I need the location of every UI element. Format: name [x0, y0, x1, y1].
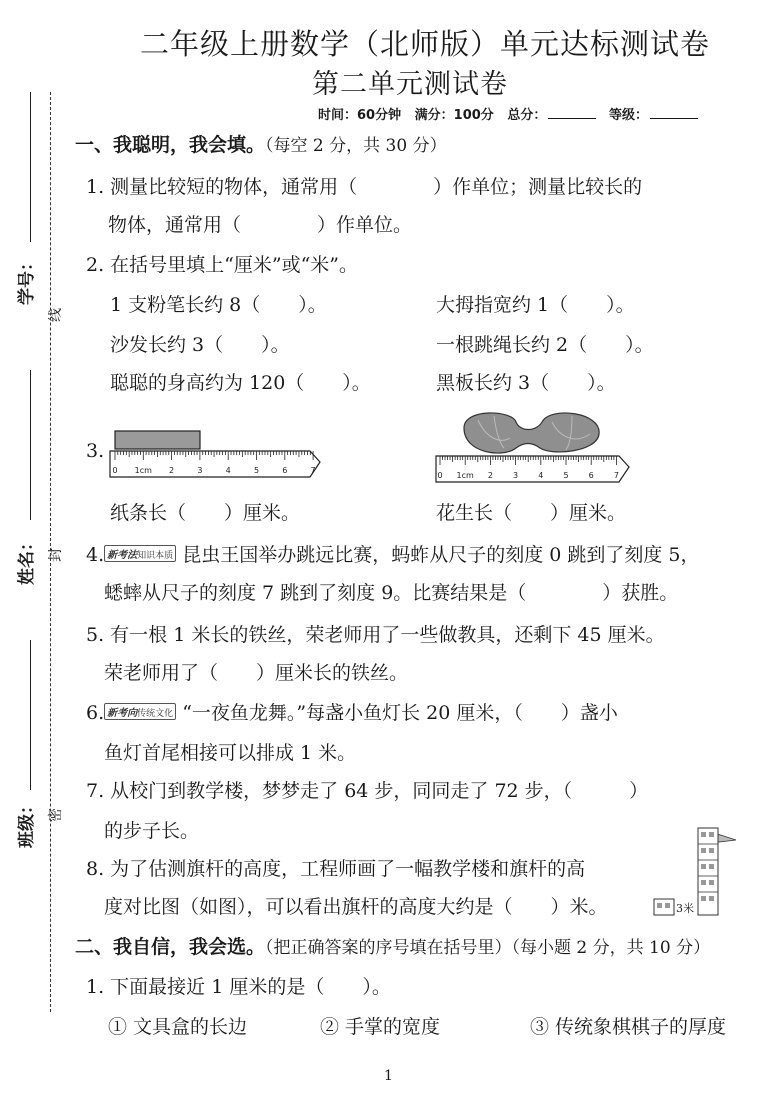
q2-item-a: 1 支粉笔长约 8（ ）。 [110, 294, 327, 316]
banji-line[interactable] [30, 640, 31, 790]
peanut-shape [464, 413, 599, 453]
q6-line1 [86, 698, 618, 725]
xingming-label: 姓名： [17, 534, 37, 585]
q4-number: 4. [86, 544, 105, 566]
section-2-heading [75, 932, 710, 959]
q8-line2: 度对比图（如图），可以看出旗杆的高度大约是（ ）米。 [104, 896, 608, 918]
s2q1-option-3: ③ 传统象棋棋子的厚度 [530, 1016, 727, 1038]
ruler-label: 7 [613, 471, 619, 480]
ruler-label: 5 [253, 466, 260, 475]
q2-item-b: 大拇指宽约 1（ ）。 [436, 294, 635, 316]
ruler-label: 5 [563, 471, 569, 480]
xuehao-label: 学号： [17, 254, 37, 305]
mi-label: 密 [48, 808, 64, 822]
ruler-label: 6 [588, 471, 594, 480]
grade-blank[interactable] [650, 106, 698, 119]
ruler-label: 2 [487, 471, 493, 480]
q4-line1 [86, 540, 700, 567]
q1-line1: 1. 测量比较短的物体，通常用（ ）作单位；测量比较长的 [86, 176, 643, 198]
q2-item-e: 聪聪的身高约为 120（ ）。 [110, 372, 371, 394]
q3-paper-question: 纸条长（ ）厘米。 [110, 502, 301, 524]
q3-peanut-ruler-figure [434, 408, 634, 488]
meta-grade: 等级： [608, 108, 648, 123]
q4-badge: 新考法知识本质 [104, 545, 176, 562]
q5-line2: 荣老师用了（ ）厘米长的铁丝。 [104, 662, 409, 684]
q3-paper-ruler-figure [108, 425, 323, 485]
q8-line1: 8. 为了估测旗杆的高度，工程师画了一幅教学楼和旗杆的高 [86, 858, 586, 880]
exam-meta [318, 104, 706, 123]
feng-label: 封 [48, 548, 64, 562]
q7-line1: 7. 从校门到教学楼，梦梦走了 64 步，同同走了 72 步，（ ） [86, 780, 649, 802]
s2q1-option-2: ② 手掌的宽度 [320, 1016, 441, 1038]
ruler-label: 4 [225, 466, 231, 475]
page-title: 二年级上册数学（北师版）单元达标测试卷 [140, 27, 711, 61]
three-meter-label: 3米 [676, 902, 694, 915]
ruler-label: 3 [513, 471, 519, 480]
section-1-title: 一、我聪明，我会填。 [75, 134, 266, 156]
q3-number: 3. [86, 440, 105, 462]
s2q1-option-1: ① 文具盒的长边 [108, 1016, 248, 1038]
q7-line2: 的步子长。 [104, 820, 200, 842]
q5-line1: 5. 有一根 1 米长的铁丝，荣老师用了一些做教具，还剩下 45 厘米。 [86, 624, 665, 646]
s2q1-stem: 1. 下面最接近 1 厘米的是（ ）。 [86, 976, 391, 998]
section-2-note: （把正确答案的序号填在括号里）（每小题 2 分，共 10 分） [265, 938, 711, 958]
banji-label: 班级： [17, 797, 37, 848]
ruler-label: 6 [282, 466, 288, 475]
q6-badge: 新考向传统文化 [104, 703, 176, 720]
q2-item-f: 黑板长约 3（ ）。 [436, 372, 616, 394]
xingming-line[interactable] [30, 370, 31, 520]
q8-building-flagpole-figure [652, 826, 748, 918]
ruler-label: 4 [538, 471, 544, 480]
q6-number: 6. [86, 702, 105, 724]
paper-strip [115, 431, 200, 449]
q6-line2: 鱼灯首尾相接可以排成 1 米。 [104, 742, 357, 764]
q2-item-c: 沙发长约 3（ ）。 [110, 334, 290, 356]
ruler-label: 1cm [134, 466, 152, 475]
ruler-label: 0 [437, 471, 443, 480]
ruler-label: 1cm [456, 471, 474, 480]
page-number: 1 [384, 1068, 393, 1084]
xian-label: 线 [48, 308, 64, 322]
section-2-title: 二、我自信，我会选。 [75, 936, 266, 958]
meta-time: 时间：60分钟 [318, 108, 402, 123]
xuehao-line[interactable] [30, 92, 31, 242]
section-1-note: （每空 2 分，共 30 分） [265, 136, 447, 156]
q3-peanut-question: 花生长（ ）厘米。 [436, 502, 627, 524]
binding-dashed-line [50, 92, 51, 1012]
ruler-label: 2 [169, 466, 175, 475]
q2-item-d: 一根跳绳长约 2（ ）。 [436, 334, 654, 356]
ruler-label: 3 [197, 466, 203, 475]
section-1-heading [75, 130, 447, 157]
q4-line2: 蟋蟀从尺子的刻度 7 跳到了刻度 9。比赛结果是（ ）获胜。 [104, 582, 679, 604]
q4-text-1: 昆虫王国举办跳远比赛，蚂蚱从尺子的刻度 0 跳到了刻度 5， [182, 544, 700, 566]
q2-stem: 2. 在括号里填上“厘米”或“米”。 [86, 254, 359, 276]
ruler-label: 0 [112, 466, 118, 475]
ruler-label: 7 [310, 466, 316, 475]
total-blank[interactable] [548, 106, 596, 119]
page-subtitle: 第二单元测试卷 [312, 69, 508, 100]
meta-total: 总分： [507, 108, 547, 123]
q1-line2: 物体，通常用（ ）作单位。 [108, 214, 413, 236]
q6-text-1: “一夜鱼龙舞。”每盏小鱼灯长 20 厘米，（ ）盏小 [182, 702, 618, 724]
meta-full-score: 满分：100分 [414, 108, 494, 123]
